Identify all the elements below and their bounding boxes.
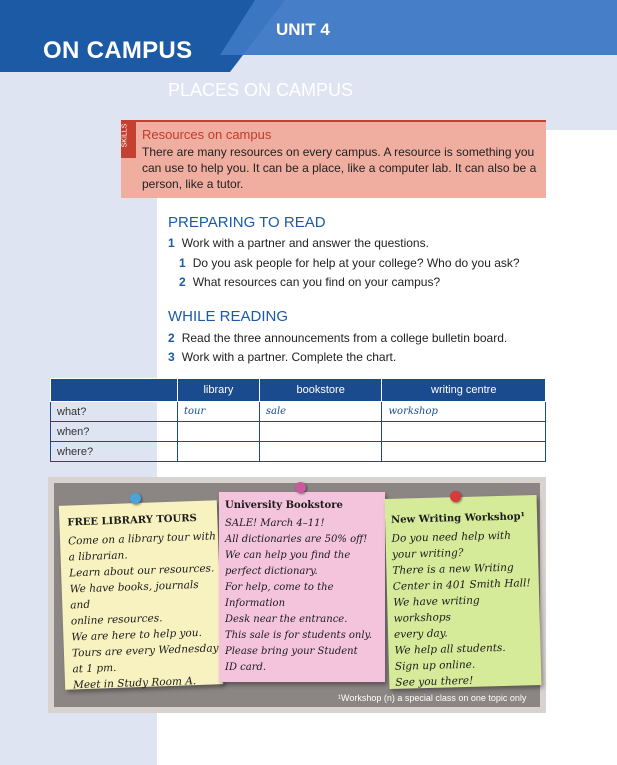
library-note-line: Come on a library tour with bbox=[67, 530, 217, 548]
question-1-number: 1 bbox=[168, 236, 175, 250]
unit-label: UNIT 4 bbox=[276, 20, 330, 39]
chart-header-blank bbox=[51, 379, 178, 402]
chart-row-label: what? bbox=[51, 402, 178, 422]
bookstore-note-line: We can help you find the bbox=[225, 550, 351, 561]
chart-row-label: where? bbox=[51, 442, 178, 462]
question-2 bbox=[168, 331, 507, 345]
chart-cell-answer[interactable] bbox=[259, 422, 382, 442]
skills-title: Resources on campus bbox=[142, 127, 272, 142]
question-1-sub-1 bbox=[179, 256, 520, 270]
writing-note bbox=[385, 495, 542, 689]
library-note-line: We are here to help you. bbox=[71, 626, 203, 644]
library-note-line: online resources. bbox=[70, 612, 163, 628]
bookstore-note-line: perfect dictionary. bbox=[225, 566, 318, 577]
sub-2-text: What resources can you find on your campus? bbox=[192, 275, 441, 289]
skills-tab bbox=[121, 120, 136, 158]
question-2-text: Read the three announcements from a college bulletin board. bbox=[181, 331, 508, 345]
while-reading-heading: WHILE READING bbox=[168, 308, 289, 325]
writing-note-line: There is a new Writing bbox=[392, 561, 514, 577]
bookstore-note-line: SALE! March 4–11! bbox=[225, 518, 325, 529]
library-note-line: Meet in Study Room A. bbox=[72, 675, 197, 692]
chart-header-library: library bbox=[178, 379, 260, 402]
writing-note-line: every day. bbox=[393, 627, 448, 641]
sub-2-number: 2 bbox=[179, 275, 186, 289]
writing-note-line: Sign up online. bbox=[394, 658, 476, 673]
skills-text: There are many resources on every campus. A resource is something you can use to help you. It can be a place, like a computer lab. It can also be a person, like a tutor. bbox=[142, 145, 537, 191]
chart-row-where bbox=[51, 442, 546, 462]
writing-note-line: Do you need help with bbox=[391, 529, 512, 545]
chart-row-when bbox=[51, 422, 546, 442]
blue-pin-icon bbox=[130, 493, 141, 504]
bookstore-note-heading: University Bookstore bbox=[225, 500, 343, 511]
writing-note-heading: New Writing Workshop¹ bbox=[390, 511, 526, 526]
writing-note-line: your writing? bbox=[391, 546, 464, 561]
chart-cell-answer[interactable] bbox=[259, 442, 382, 462]
bookstore-note-line: ID card. bbox=[225, 662, 267, 673]
chart-cell-answer[interactable] bbox=[382, 422, 546, 442]
chart-row-label: when? bbox=[51, 422, 178, 442]
writing-note-line: We help all students. bbox=[394, 641, 506, 657]
skills-tab-label: SKILLS bbox=[121, 123, 129, 148]
library-note-line: at 1 pm. bbox=[72, 661, 117, 676]
chart-row-what bbox=[51, 402, 546, 422]
question-1-text: Work with a partner and answer the questions. bbox=[181, 236, 429, 250]
writing-note-line: Center in 401 Smith Hall! bbox=[392, 577, 531, 593]
library-note bbox=[59, 500, 223, 692]
bookstore-note-line: Desk near the entrance. bbox=[225, 614, 348, 625]
writing-note-line: We have writing workshops bbox=[393, 594, 480, 625]
bookstore-note bbox=[219, 492, 385, 682]
question-3 bbox=[168, 350, 396, 364]
chart-cell-answer[interactable]: sale bbox=[259, 402, 382, 422]
library-note-line: a librarian. bbox=[68, 549, 128, 564]
library-note-line: Tours are every Wednesday bbox=[71, 642, 219, 660]
preparing-heading: PREPARING TO READ bbox=[168, 214, 326, 231]
chart-cell-answer[interactable] bbox=[382, 442, 546, 462]
library-note-line: We have books, journals and bbox=[69, 578, 199, 612]
bookstore-note-line: For help, come to the Information bbox=[225, 582, 334, 609]
chart-header-bookstore: bookstore bbox=[259, 379, 382, 402]
question-3-text: Work with a partner. Complete the chart. bbox=[181, 350, 397, 364]
chart-cell-answer[interactable]: tour bbox=[178, 402, 260, 422]
footnote: ¹Workshop (n) a special class on one topic only bbox=[338, 693, 527, 703]
chart-header-writing-centre: writing centre bbox=[382, 379, 546, 402]
question-1 bbox=[168, 236, 429, 250]
library-note-line: Learn about our resources. bbox=[68, 562, 215, 580]
chart-header-row bbox=[51, 379, 546, 402]
chart-cell-answer[interactable]: workshop bbox=[382, 402, 546, 422]
pink-pin-icon bbox=[295, 482, 306, 493]
bookstore-note-line: Please bring your Student bbox=[225, 646, 358, 657]
chart-cell-answer[interactable] bbox=[178, 422, 260, 442]
sub-1-number: 1 bbox=[179, 256, 186, 270]
section-title: PLACES ON CAMPUS bbox=[168, 80, 354, 100]
red-pin-icon bbox=[450, 491, 461, 502]
question-1-sub-2 bbox=[179, 275, 440, 289]
bookstore-note-line: This sale is for students only. bbox=[225, 630, 373, 641]
question-2-number: 2 bbox=[168, 331, 175, 345]
resource-chart bbox=[50, 378, 546, 462]
bookstore-note-line: All dictionaries are 50% off! bbox=[225, 534, 368, 545]
question-3-number: 3 bbox=[168, 350, 175, 364]
library-note-heading: FREE LIBRARY TOURS bbox=[67, 513, 197, 529]
page-title: ON CAMPUS bbox=[43, 37, 193, 64]
writing-note-line: See you there! bbox=[395, 674, 474, 689]
sub-1-text: Do you ask people for help at your college? Who do you ask? bbox=[192, 256, 520, 270]
chart-cell-answer[interactable] bbox=[178, 442, 260, 462]
